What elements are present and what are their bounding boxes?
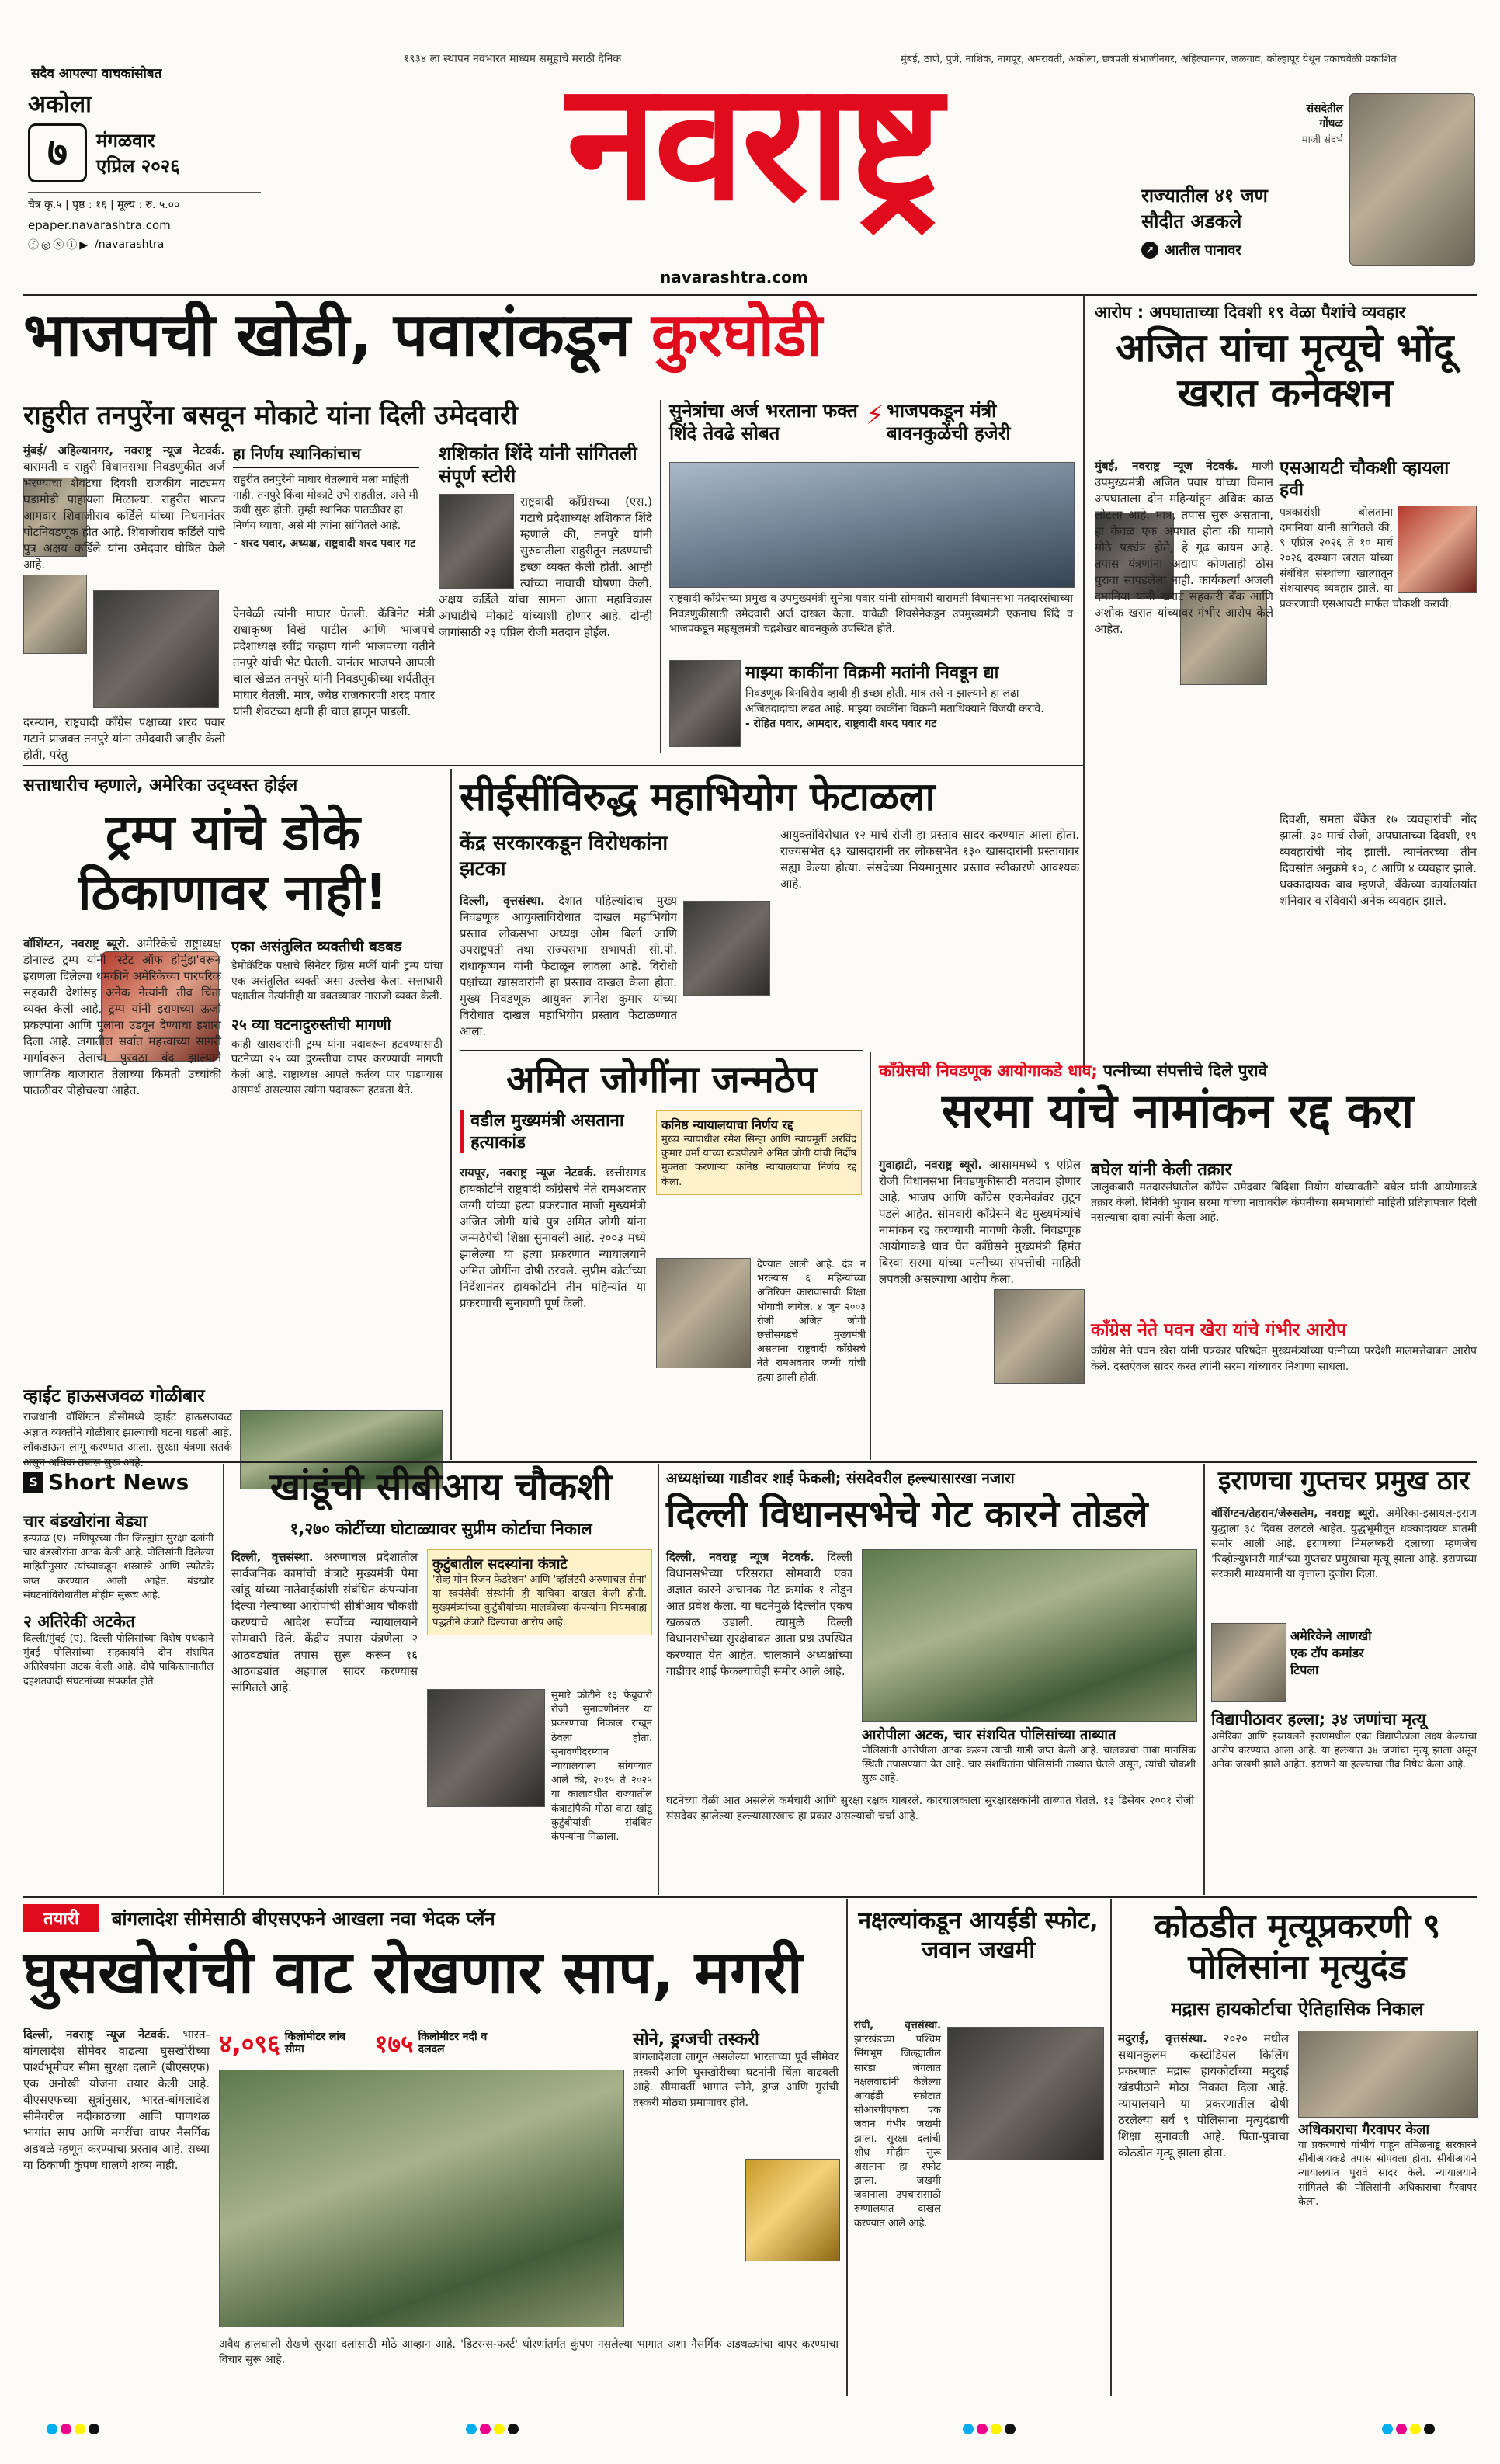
- trump-box2-body: काही खासदारांनी ट्रम्प यांना पदावरून हटवण्यासाठी घटनेच्या २५ व्या दुरुस्तीचा वापर करण्याची मागणी केली आहे. राष्ट्राध्यक्ष आपले कर्तव्य पार पाडण्यास असमर्थ असल्यास त्यांना पदावरून हटवता येते.: [231, 1037, 443, 1096]
- masthead-top-line: १९३४ ला स्थापन नवभारत माध्यम समूहाचे मराठी दैनिक: [404, 53, 622, 65]
- bottom-side-body: बांगलादेशला लागून असलेल्या भारताच्या पूर्व सीमेवर तस्करी आणि घुसखोरीच्या घटनांनी चिंता वाढवली आहे. सीमावर्ती भागात सोने, ड्रग्ज आणि गुरांची तस्करी मोठ्या प्रमाणावर होते.: [633, 2051, 839, 2109]
- center-caption: राष्ट्रवादी काँग्रेसच्या प्रमुख व उपमुख्यमंत्री सुनेत्रा पवार यांनी सोमवारी बारामती विधानसभा मतदारसंघाच्या निवडणुकीसाठी उमेदवारी अर्ज दाखल केला. यावेळी शिवसेनेकडून उपमुख्यमंत्री एकनाथ शिंदे व भाजपकडून महसूलमंत्री चंद्रशेखर बावनकुळे उपस्थित होते.: [669, 593, 1073, 636]
- bottom-dateline: दिल्ली, नवराष्ट्र न्यूज नेटवर्क.: [23, 2028, 171, 2042]
- promo-side-label: संसदेतील गोंधळ: [1306, 103, 1343, 130]
- bottom-tag: तयारी: [23, 1904, 99, 1932]
- lead-body-1: बारामती व राहुरी विधानसभा निवडणुकीत अर्ज भरण्याचा शेवटचा दिवशी राजकीय नाट्यमय घडामोडी पाहायला मिळाल्या. राहुरीत भाजप आमदार शिवाजीराव कर्डिले यांच्या निधनानंतर पोटनिवडणूक होत आहे. शिवाजीराव कर्डिले यांचे पुत्र अक्षय कर्डिले यांना उमेदवार घोषित केले आहे.: [23, 460, 225, 572]
- custody-divider: [1110, 1899, 1112, 2396]
- khandu-body: [231, 1549, 418, 1696]
- nomination-photo: [669, 462, 1075, 588]
- jogi-dateline: रायपूर, नवराष्ट्र न्यूज नेटवर्क.: [460, 1166, 597, 1180]
- lead-side-body: राष्ट्रवादी काँग्रेसच्या (एस.) गटाचे प्रदेशाध्यक्ष शशिकांत शिंदे म्हणाले की, तनपुरे यांनी सुरुवातीला राहुरीतून लढण्याची इच्छा व्यक्त केली होती. आम्ही त्यांच्या नावाची घोषणा केली. अक्षय कर्डिले यांचा सामना आता महाविकास आघाडीचे मोकाटे यांच्याशी होणार आहे. दोन्ही जागांसाठी २३ एप्रिल रोजी मतदान होईल.: [439, 494, 652, 639]
- jogi-headline[interactable]: अमित जोगींना जन्मठेप: [506, 1058, 817, 1101]
- iran-dateline: वॉशिंग्टन/तेहरान/जेरुसलेम, नवराष्ट्र ब्यूरो.: [1211, 1507, 1380, 1520]
- iran-body: [1211, 1507, 1477, 1583]
- khandu-body-2: सुमारे कोटीने १३ फेब्रुवारी रोजी सुनावणीनंतर या प्रकरणाचा निकाल राखून ठेवला होता. सुनावणीदरम्यान न्यायालयाला सांगण्यात आले की, २०१५ ते २०२५ या कालावधीत राज्यातील कंत्राटांपैकी मोठा वाटा खांडू कुटुंबीयांशी संबंधित कंपन्यांना मिळाला.: [551, 1690, 652, 1843]
- section-divider-1: [23, 765, 1083, 766]
- edition-name: अकोला: [28, 91, 92, 118]
- short-news-item-2-body: दिल्ली/मुंबई (ए). दिल्ली पोलिसांच्या विशेष पथकाने मुंबई पोलिसांच्या सहकार्याने दोन संशयित अतिरेक्यांना अटक केली आहे. दोघे पाकिस्तानातील दहशतवादी संघटनांच्या संपर्कात होते.: [23, 1632, 214, 1687]
- center-quote-text: निवडणूक बिनविरोध व्हावी ही इच्छा होती. मात्र तसे न झाल्याने हा लढा अजितदादांचा लढत आहे. माझ्या काकींना विक्रमी मताधिक्याने विजयी करावे.: [745, 687, 1044, 715]
- epaper-link[interactable]: epaper.navarashtra.com: [28, 218, 171, 232]
- jogi-body-2: देण्यात आली आहे. दंड न भरल्यास ६ महिन्यांच्या अतिरिक्त कारावासाची शिक्षा भोगावी लागेल. ४ जून २००३ रोजी अजित जोगी छत्तीसगडचे मुख्यमंत्री असताना राष्ट्रवादी काँग्रेसचे नेते रामअवतार जग्गी यांची हत्या झाली होती.: [757, 1259, 866, 1384]
- jogi-body: [460, 1165, 646, 1312]
- lead-quote-head: हा निर्णय स्थानिकांचाच: [233, 443, 419, 468]
- border-river-photo: [219, 2070, 624, 2327]
- sarma-sub: [1091, 1316, 1477, 1374]
- bottom-side-head: सोने, ड्रग्जची तस्करी: [633, 2030, 759, 2049]
- iran-body-text: अमेरिका-इस्रायल-इराण युद्धाला ३८ दिवस उलटले आहेत. युद्धभूमीतून धक्कादायक बातमी समोर आली आहे. इराणच्या निमलष्करी दलाच्या म्हणजेच 'रिव्होल्युशनरी गार्ड'च्या गुप्तचर प्रमुखाचा मृत्यू झाला आहे. इराणच्या सरकारी माध्यमांनी या वृत्ताला दुजोरा दिला.: [1211, 1507, 1477, 1581]
- lead-side-head: शशिकांत शिंदे यांनी सांगितली संपूर्ण स्टोरी: [439, 443, 637, 487]
- lead-side-story: [439, 443, 652, 641]
- ajit-body: [1095, 458, 1273, 638]
- edition-block: [28, 87, 261, 266]
- center-head-1: सुनेत्रांचा अर्ज भरताना फक्त शिंदे तेवढे सोबत: [669, 400, 858, 444]
- ajit-body-text: माजी उपमुख्यमंत्री अजित पवार यांच्या विमान अपघाताला दोन महिन्यांहून अधिक काळ लोटला आहे. मात्र, तपास सुरू असताना, हा केवळ एक अपघात होता की यामागे मोठे षड्यंत्र होते, हे गूढ कायम आहे. तपास यंत्रणांना अद्याप कोणताही ठोस पुरावा सापडलेला नाही. कार्यकर्त्यां अंजली दमानिया यांनी खराट सहकारी बँक आणि अशोक खरात यांच्यावर गंभीर आरोप केले आहेत.: [1095, 459, 1273, 636]
- ajit-sit-box: [1280, 458, 1477, 612]
- bottom-headline[interactable]: घुसखोरांची वाट रोखणार साप, मगरी: [23, 1937, 803, 2007]
- lead-quote-by: - शरद पवार, अध्यक्ष, राष्ट्रवादी शरद पवार गट: [233, 537, 416, 551]
- khandu-box-head: कुटुंबातील सदस्यांना कंत्राटे: [432, 1556, 568, 1573]
- stat-2-label: किलोमीटर नदी व दलदल: [418, 2031, 488, 2056]
- masthead-tagline: सदैव आपल्या वाचकांसोबत: [31, 66, 162, 82]
- trump-box1-body: डेमोक्रॅटिक पक्षाचे सिनेटर ख्रिस मर्फी यांनी ट्रम्प यांचा एक असंतुलित व्यक्ती असा उल्लेख केला. सत्ताधारी पक्षातील नेत्यांनीही या वक्तव्यावर नाराजी व्यक्त केली.: [231, 960, 443, 1003]
- lead-body-3: ऐनवेळी त्यांनी माघार घेतली. कॅबिनेट मंत्री राधाकृष्ण विखे पाटील आणि भाजपचे प्रदेशाध्यक्ष रवींद्र चव्हाण यांनी भाजपच्या वतीने तनपुरे यांची भेट घेतली. यानंतर भाजपने आपली चाल खेळत तनपुरे यांनी निवडणुकीच्या शर्यतीतून माघार घेतली. मात्र, ज्येष्ठ राजकारणी शरद पवार यांनी शेवटच्या क्षणी ही चाल हाणून पाडली.: [233, 606, 435, 718]
- delhi-headline[interactable]: दिल्ली विधानसभेचे गेट कारने तोडले: [666, 1493, 1148, 1536]
- delhi-kicker: अध्यक्षांच्या गाडीवर शाई फेकली; संसदेवरील हल्ल्यासारखा नजारा: [666, 1470, 1015, 1487]
- center-head-2: भाजपकडून मंत्री बावनकुळेंची हजेरी: [887, 400, 1011, 444]
- custody-dateline: मदुराई, वृत्तसंस्था.: [1118, 2031, 1207, 2045]
- stat-1-label: किलोमीटर लांब सीमा: [284, 2031, 345, 2056]
- social-handle[interactable]: /navarashtra: [94, 238, 165, 251]
- social-icons[interactable]: ⓕ◎ⓧⓘ▶: [28, 239, 90, 252]
- delhi-dateline: दिल्ली, नवराष्ट्र न्यूज नेटवर्क.: [666, 1550, 814, 1564]
- lead-quote-box: [233, 443, 419, 552]
- sarma-kicker-a: काँग्रेसची निवडणूक आयोगाकडे धाव;: [879, 1062, 1098, 1080]
- promo-byline: आतील पानावर: [1165, 242, 1241, 259]
- sarma-box-body: जालुकबारी मतदारसंघातील काँग्रेस उमेदवार बिदिशा नियोग यांच्यावतीने बघेल यांनी आयोगाकडे तक्रार केली. रिनिकी भुयान सरमा यांच्या नावावरील कंपनीच्या समभागांची माहिती प्रतिज्ञापत्रात दिली नसल्याचा दावा त्यांनी केला आहे.: [1091, 1181, 1477, 1225]
- trump-box-1: [231, 936, 443, 1098]
- jogi-body-text: छत्तीसगड हायकोर्टाने राष्ट्रवादी काँग्रेसचे नेते रामअवतार जग्गी यांच्या हत्या प्रकरणात माजी मुख्यमंत्री अजित जोगी यांचे पुत्र अमित जोगी यांना जन्मठेपेची शिक्षा सुनावली आहे. २००३ मध्ये झालेल्या या हत्या प्रकरणात न्यायालयाने अमित जोगींना दोषी ठरवले. सुप्रीम कोर्टाच्या निर्देशानंतर हायकोर्टाने तीन महिन्यांत या प्रकरणाची सुनावणी पूर्ण केली.: [460, 1166, 646, 1310]
- iran-box-head: अमेरिकेने आणखी एक टॉप कमांडर टिपला: [1290, 1628, 1372, 1677]
- trump-dateline: वॉशिंग्टन, नवराष्ट्र ब्यूरो.: [23, 937, 130, 950]
- cec-body: [460, 893, 677, 1040]
- stat-1-value: ४,०९६: [219, 2029, 280, 2059]
- bottom-kicker-bar: [23, 1904, 839, 1932]
- trump-sub-head: व्हाईट हाऊसजवळ गोळीबार: [23, 1386, 205, 1406]
- iran-sub-head: विद्यापीठावर हल्ला; ३४ जणांचा मृत्यू: [1211, 1710, 1426, 1729]
- section-divider-3: [23, 1461, 1477, 1463]
- bottom-body: [23, 2027, 210, 2174]
- lead-divider: [660, 400, 661, 753]
- ajit-dateline: मुंबई, नवराष्ट्र न्यूज नेटवर्क.: [1095, 459, 1238, 473]
- delhi-gate-photo: [862, 1549, 1197, 1722]
- damania-photo: [1398, 506, 1477, 593]
- lead-quote-text: राहुरीत तनपुरेंनी माघार घेतल्याचे मला माहिती नाही. तनपुरे किंवा मोकाटे उभे राहतील, असे मी कधी सुरू होती. तुम्ही स्थानिक पातळीवर हा निर्णय घ्यावा, असे मी त्यांना सांगितले आहे.: [233, 474, 418, 532]
- sarma-photo: [994, 1289, 1085, 1384]
- iran-sub: [1211, 1708, 1477, 1773]
- custody-subhead: मद्रास हायकोर्टाचा ऐतिहासिक निकाल: [1171, 1998, 1424, 2020]
- lead-headline-part-2: कुरघोडी: [651, 301, 822, 370]
- delhi-caption-box: [862, 1725, 1196, 1787]
- jogi-box-body: मुख्य न्यायाधीश रमेश सिन्हा आणि न्यायमूर्ती अरविंद कुमार वर्मा यांच्या खंडपीठाने अमित जोगी यांची निर्दोष मुक्तता करणाऱ्या कनिष्ठ न्यायालयाचा निर्णय रद्द केला.: [661, 1134, 856, 1188]
- sarma-body: [879, 1157, 1081, 1288]
- khandu-divider: [223, 1464, 224, 1895]
- custody-box: [1298, 2120, 1477, 2209]
- masthead-website[interactable]: navarashtra.com: [660, 268, 808, 287]
- lead-photo-pawar: [93, 590, 219, 708]
- cec-body-text: देशात पहिल्यांदाच मुख्य निवडणूक आयुक्तांविरोधात दाखल महाभियोग प्रस्ताव लोकसभा अध्यक्ष ओम बिर्ला आणि उपराष्ट्रपती तथा राज्यसभा सभापती सी.पी. राधाकृष्णन यांनी फेटाळून लावला आहे. विरोधी पक्षांच्या खासदारांनी हा प्रस्ताव दाखल केला होता. मुख्य निवडणूक आयुक्त ज्ञानेश कुमार यांच्या विरोधात दाखल महाभियोग प्रस्ताव फेटाळण्यात आला.: [460, 894, 677, 1038]
- short-news-item-1-body: इम्फाळ (ए). मणिपूरच्या तीन जिल्ह्यांत सुरक्षा दलांनी चार बंडखोरांना अटक केली आहे. पोलिसांनी दिलेल्या माहितीनुसार त्यांच्याकडून शस्त्रास्त्रे आणि स्फोटके जप्त करण्यात आली आहेत. बंडखोर संघटनांविरोधातील मोहीम सुरूच आहे.: [23, 1533, 214, 1601]
- shinde-photo: [439, 494, 514, 589]
- center-kicker-box: [669, 400, 1073, 445]
- custody-body: [1118, 2031, 1289, 2161]
- trump-sub-body: राजधानी वॉशिंग्टन डीसीमध्ये व्हाईट हाऊसजवळ अज्ञात व्यक्तीने गोळीबार झाल्याची घटना घडली आहे. लॉकडाऊन लागू करण्यात आला. सुरक्षा यंत्रणा सतर्क: [23, 1411, 232, 1454]
- amit-jogi-photo: [656, 1258, 751, 1368]
- custody-box-body: या प्रकरणाचे गांभीर्य पाहून तमिळनाडू सरकारने सीबीआयकडे तपास सोपवला होता. सीबीआयने न्यायालयात पुरावे सादर केले. न्यायालयाने सांगितले की पोलिसांनी अधिकाराचा गैरवापर केला.: [1298, 2139, 1477, 2208]
- promo-headline-2: सौदीत अडकले: [1141, 210, 1242, 232]
- ajit-headline[interactable]: अजित यांचा मृत्यूचे भोंदू खरात कनेक्शन: [1116, 325, 1454, 415]
- sarma-divider: [870, 1052, 871, 1460]
- khandu-photo: [427, 1689, 545, 1807]
- khandu-headline[interactable]: खांडूंची सीबीआय चौकशी: [269, 1465, 613, 1509]
- jogi-box: [656, 1110, 862, 1195]
- ajit-box-body: पत्रकारांशी बोलताना दमानिया यांनी सांगितले की, ९ एप्रिल २०२६ ते १० मार्च २०२६ दरम्यान खरात यांच्या संबंधित संस्थांच्या खात्यातून संशयास्पद व्यवहार झाले. या प्रकरणाची एसआयटी मार्फत चौकशी करावी.: [1280, 506, 1452, 610]
- trump-divider: [450, 769, 452, 1460]
- lead-headline-part-1: भाजपची खोडी, पवारांकडून: [23, 301, 651, 370]
- naxal-body-text: झारखंडच्या पश्चिम सिंगभूम जिल्ह्यातील सारंडा जंगलात नक्षलवाद्यांनी केलेल्या आयईडी स्फोटात सीआरपीएफचा एक जवान गंभीर जखमी झाला. सुरक्षा दलांची शोध मोहीम सुरू असताना हा स्फोट झाला. जखमी जवानाला उपचारासाठी रुग्णालयात दाखल करण्यात आले आहे.: [854, 2034, 941, 2229]
- section-divider-4: [23, 1896, 1477, 1898]
- gyanesh-kumar-photo: [683, 901, 770, 996]
- sarma-sub-body: काँग्रेस नेते पवन खेरा यांनी पत्रकार परिषदेत मुख्यमंत्र्यांच्या पत्नीच्या परदेशी मालमत्तेबाबत आरोप केले. दस्तऐवज सादर करत त्यांनी सरमा यांच्यावर निशाणा साधला.: [1091, 1345, 1477, 1373]
- cec-dateline: दिल्ली, वृत्तसंस्था.: [460, 894, 545, 908]
- trump-body: [23, 936, 221, 1099]
- iran-commander-photo: [1211, 1623, 1286, 1702]
- registration-marks-right: [1382, 2423, 1438, 2438]
- short-news-icon: S: [23, 1472, 43, 1493]
- short-news-label: [23, 1469, 214, 1495]
- lead-headline[interactable]: [23, 301, 1095, 370]
- khandu-subhead: १,२७० कोटींच्या घोटाळ्यावर सुप्रीम कोर्टाचा निकाल: [290, 1520, 592, 1538]
- sarma-box-head: बघेल यांनी केली तक्रार: [1091, 1160, 1232, 1180]
- bottom-body-text: भारत-बांगलादेश सीमेवर वाढत्या घुसखोरीच्या पार्श्वभूमीवर सीमा सुरक्षा दलाने (बीएसएफ) एक अनोखी योजना तयार केली आहे. बीएसएफच्या सूत्रांनुसार, भारत-बांगलादेश सीमेवरील नदीकाठच्या आणि पाणथळ भागांत साप आणि मगरींचा वापर नैसर्गिक अडथळे म्हणून करण्याचा प्रस्ताव आहे. सध्या या ठिकाणी कुंपण घालणे शक्य नाही.: [23, 2028, 210, 2172]
- masthead-editions: मुंबई, ठाणे, पुणे, नाशिक, नागपूर, अमरावती, अकोला, छत्रपती संभाजीनगर, अहिल्यानगर, जळगाव, कोल्हापूर येथून एकाचवेळी प्रकाशित: [901, 54, 1397, 65]
- lightning-icon: ⚡: [866, 400, 884, 431]
- custody-box-head: अधिकाराचा गैरवापर केला: [1298, 2122, 1430, 2138]
- sarma-kicker-b: पत्नीच्या संपत्तीचे दिले पुरावे: [1097, 1062, 1268, 1080]
- trump-box1-head: एका असंतुलित व्यक्तीची बडबड: [231, 938, 402, 955]
- sarma-body-text: आसाममध्ये ९ एप्रिल रोजी विधानसभा निवडणुकीसाठी मतदान होणार आहे. भाजप आणि काँग्रेस एकमेकांवर तुटून पडले आहेत. सोमवारी काँग्रेसने थेट मुख्यमंत्र्यांचे नामांकन रद्द करण्याची मागणी केली. निवडणूक आयोगाकडे धाव घेत काँग्रेसने मुख्यमंत्री हिमंत बिस्वा सरमा यांच्या पत्नीच्या संपत्तीची माहिती लपवली असल्याचा आरोप केला.: [879, 1158, 1081, 1286]
- lead-dateline: मुंबई/ अहिल्यानगर, नवराष्ट्र न्यूज नेटवर्क.: [23, 443, 225, 457]
- lead-photo-2: [23, 575, 87, 654]
- sarma-sub-head: काँग्रेस नेते पवन खेरा यांचे गंभीर आरोप: [1091, 1320, 1347, 1340]
- promo-headline-1: राज्यातील ४१ जण: [1141, 185, 1268, 207]
- khandu-body-text: अरुणाचल प्रदेशातील सार्वजनिक कामांची कंत्राटे मुख्यमंत्री पेमा खांडू यांच्या नातेवाईकांशी संबंधित कंपन्यांना दिल्या गेल्याच्या आरोपांची सीबीआय चौकशी करण्याचे आदेश सर्वोच्च न्यायालयाने सोमवारी दिले. केंद्रीय तपास यंत्रणेला २ आठवड्यांत तपास सुरू करून १६ आठवड्यांत अहवाल सादर करण्यास सांगितले आहे.: [231, 1550, 418, 1694]
- naxal-dateline: रांची, वृत्तसंस्था.: [854, 2020, 941, 2031]
- date-weekday: मंगळवार: [96, 130, 155, 151]
- naxal-photo: [947, 2027, 1104, 2160]
- date-month-year: एप्रिल २०२६: [96, 155, 180, 177]
- registration-marks-mid-1: [466, 2423, 522, 2438]
- naxal-headline[interactable]: नक्षल्यांकडून आयईडी स्फोट, जवान जखमी: [858, 1907, 1099, 1964]
- ajit-box-head: एसआयटी चौकशी व्हायला हवी: [1280, 458, 1450, 500]
- sarma-box: [1091, 1157, 1477, 1226]
- rohit-pawar-photo: [669, 660, 741, 747]
- stat-2-value: १७५: [374, 2029, 414, 2059]
- short-news-title: Short News: [48, 1469, 189, 1495]
- delhi-caption-body: पोलिसांनी आरोपीला अटक करून त्याची गाडी जप्त केली आहे. चालकाचा ताबा मानसिक स्थिती तपासण्यात येत आहे. चार संशयितांना पोलिसांनी ताब्यात घेतले असून, त्यांची चौकशी सुरू आहे.: [862, 1745, 1196, 1785]
- masthead-divider: [23, 294, 1477, 296]
- delhi-body-text: दिल्ली विधानसभेच्या परिसरात सोमवारी एका अज्ञात कारने अचानक गेट क्रमांक १ तोडून आत प्रवेश केला. या घटनेमुळे दिल्लीत एकच खळबळ उडाली. त्यामुळे दिल्ली विधानसभेच्या सुरक्षेबाबत आता प्रश्न उपस्थित करण्यात येत आहेत. चालकाने अध्यक्षांच्या गाडीवर शाई फेकल्याचेही समोर आले आहे.: [666, 1550, 852, 1678]
- custody-victims-photo: [1298, 2031, 1478, 2118]
- masthead-logo: नवराष्ट्र: [566, 47, 940, 237]
- short-news-item-2-head: २ अतिरेकी अटकेत: [23, 1611, 135, 1631]
- promo-side-label-2: माजी संदर्भ: [1301, 134, 1343, 146]
- iran-divider: [1203, 1464, 1205, 1895]
- khandu-dateline: दिल्ली, वृत्तसंस्था.: [231, 1550, 314, 1564]
- date-day-number: ७: [28, 123, 87, 182]
- bottom-stats: [219, 2027, 623, 2060]
- arrow-icon: ➚: [1141, 242, 1158, 259]
- center-quote-head: माझ्या काकींना विक्रमी मतांनी निवडून द्या: [745, 663, 999, 683]
- ajit-kicker: आरोप : अपघाताच्या दिवशी १९ वेळा पैशांचे व्यवहार: [1095, 303, 1406, 321]
- bottom-body-2: अवैध हालचाली रोखणे सुरक्षा दलांसाठी मोठे आव्हान आहे. 'डिटरन्स-फर्स्ट' धोरणांतर्गत कुंपण नसलेल्या भागात अशा नैसर्गिक अडथळ्यांचा वापर करण्याचा विचार सुरू आहे.: [219, 2338, 839, 2366]
- khandu-box: [427, 1549, 652, 1635]
- lead-body-2: दरम्यान, राष्ट्रवादी काँग्रेस पक्षाच्या शरद पवार गटाने प्राजक्त तनपुरे यांना उमेदवारी जाहीर केली होती, परंतु: [23, 715, 225, 762]
- naxal-body: [854, 2019, 941, 2231]
- trump-box2-head: २५ व्या घटनादुरुस्तीची मागणी: [231, 1016, 391, 1034]
- jogi-box-head: कनिष्ठ न्यायालयाचा निर्णय रद्द: [661, 1117, 793, 1132]
- jogi-subhead: वडील मुख्यमंत्री असताना हत्याकांड: [460, 1110, 646, 1153]
- issue-meta: चैत्र कृ.५ | पृष्ठ : १६ | मूल्य : रु. ५.००: [28, 192, 261, 212]
- sarma-kicker: [879, 1060, 1477, 1082]
- promo-photo: [1349, 93, 1475, 266]
- short-news-list: [23, 1510, 214, 1689]
- registration-marks-mid-2: [963, 2423, 1019, 2438]
- custody-body-text: २०२० मधील सथानकुलम कस्टोडियल किलिंग प्रकरणात मद्रास हायकोर्टाच्या मदुराई खंडपीठाने मोठा निकाल दिला आहे. न्यायालयाने या प्रकरणातील दोषी ठरलेल्या सर्व ९ पोलिसांना मृत्युदंडाची शिक्षा सुनावली आहे. पिता-पुत्राचा कोठडीत मृत्यू झाला होता.: [1118, 2031, 1289, 2160]
- gold-bars-photo: [745, 2159, 840, 2261]
- trump-kicker: सत्ताधारीच म्हणाले, अमेरिका उद्ध्वस्त होईल: [23, 776, 298, 795]
- short-news-item-1-head: चार बंडखोरांना बेड्या: [23, 1512, 148, 1531]
- center-quote-box: [745, 660, 1073, 732]
- cec-headline[interactable]: सीईसींविरुद्ध महाभियोग फेटाळला: [460, 774, 936, 819]
- trump-body-text: अमेरिकेचे राष्ट्राध्यक्ष डोनाल्ड ट्रम्प यांनी 'स्टेट ऑफ होर्मुझ'वरून इराणला दिलेल्या धमकीने अमेरिकेच्या पारंपरिक सहकारी देशांसह अनेक नेत्यांनी तीव्र चिंता व्यक्त केली आहे. ट्रम्प यांनी इराणच्या ऊर्जा प्रकल्पांना आणि पुलांना उडवून देण्याचा इशारा दिला आहे. जगातील सर्वात महत्त्वाच्या सागरी मार्गावरून तेलाचा पुरवठा बंद झाल्याने जागतिक बाजारात तेलाच्या किमती उच्चांकी पातळीवर पोहोचल्या आहेत.: [23, 937, 221, 1097]
- bottom-side: [633, 2027, 839, 2111]
- custody-headline[interactable]: कोठडीत मृत्यूप्रकरणी ९ पोलिसांना मृत्युदंड: [1154, 1906, 1441, 1987]
- delhi-divider: [658, 1464, 659, 1895]
- khandu-box-body: 'सेव्ह मोन रिजन फेडरेशन' आणि 'व्हॉलंटरी अरुणाचल सेना' या स्वयंसेवी संस्थांनी ही याचिका दाखल केली होती. मुख्यमंत्र्यांच्या कुटुंबीयांच्या मालकीच्या कंपन्यांना नियमबाह्य पद्धतीने कंत्राटे दिल्याचा आरोप आहे.: [432, 1574, 647, 1628]
- center-quote-by: - रोहित पवार, आमदार, राष्ट्रवादी शरद पवार गट: [745, 718, 937, 731]
- sarma-headline[interactable]: सरमा यांचे नामांकन रद्द करा: [942, 1084, 1414, 1138]
- section-divider-2: [460, 1050, 863, 1051]
- bottom-kicker: बांगलादेश सीमेसाठी बीएसएफने आखला नवा भेदक प्लॅन: [111, 1907, 495, 1930]
- registration-marks-left: [47, 2423, 102, 2438]
- lead-subhead: राहुरीत तनपुरेंना बसवून मोकाटे यांना दिली उमेदवारी: [23, 400, 518, 431]
- delhi-caption: आरोपीला अटक, चार संशयित पोलिसांच्या ताब्यात: [862, 1727, 1116, 1743]
- cec-body-2: आयुक्तांविरोधात १२ मार्च रोजी हा प्रस्ताव सादर करण्यात आला होता. राज्यसभेत ६३ खासदारांनी तर लोकसभेत १३० खासदारांनी प्रस्तावावर सह्या केल्या होत्या. संसदेच्या नियमानुसार प्रस्ताव स्वीकारणे आवश्यक आहे.: [780, 828, 1079, 891]
- lead-dateline-body: [23, 443, 225, 573]
- iran-headline[interactable]: इराणचा गुप्तचर प्रमुख ठार: [1217, 1465, 1470, 1496]
- trump-headline[interactable]: ट्रम्प यांचे डोके ठिकाणावर नाही!: [78, 805, 388, 922]
- naxal-divider: [846, 1899, 848, 2396]
- delhi-body-2: घटनेच्या वेळी आत असलेले कर्मचारी आणि सुरक्षा रक्षक घाबरले. कारचालकाला सुरक्षारक्षकांनी ताब्यात घेतले. १३ डिसेंबर २००१ रोजी संसदेवर झालेल्या हल्ल्यासारखाच हा प्रकार असल्याची चर्चा आहे.: [666, 1795, 1194, 1823]
- sarma-dateline: गुवाहाटी, नवराष्ट्र ब्यूरो.: [879, 1158, 983, 1172]
- cec-subhead: केंद्र सरकारकडून विरोधकांना झटका: [460, 832, 668, 881]
- right-column-divider: [1083, 295, 1085, 1072]
- promo-box[interactable]: [1141, 93, 1475, 272]
- delhi-body: [666, 1549, 852, 1680]
- ajit-body-2: दिवशी, समता बँकेत १७ व्यवहारांची नोंद झाली. ३० मार्च रोजी, अपघाताच्या दिवशी, १९ व्यवहारांची नोंद झाली. त्यानंतरच्या तीन दिवसांत अनुक्रमे १०, ८ आणि ४ व्यवहार झाले. धक्कादायक बाब म्हणजे, बँकेच्या कार्यालयांत शनिवार व रविवारी अनेक व्यवहार झाले.: [1280, 812, 1477, 908]
- iran-sub-body: अमेरिका आणि इस्रायलने इराणमधील एका विद्यापीठाला लक्ष्य केल्याचा आरोप करण्यात आला आहे. या हल्ल्यात ३४ जणांचा मृत्यू झाला असून अनेक जखमी झाले आहेत. इराणने या हल्ल्याचा तीव्र निषेध केला आहे.: [1211, 1731, 1477, 1771]
